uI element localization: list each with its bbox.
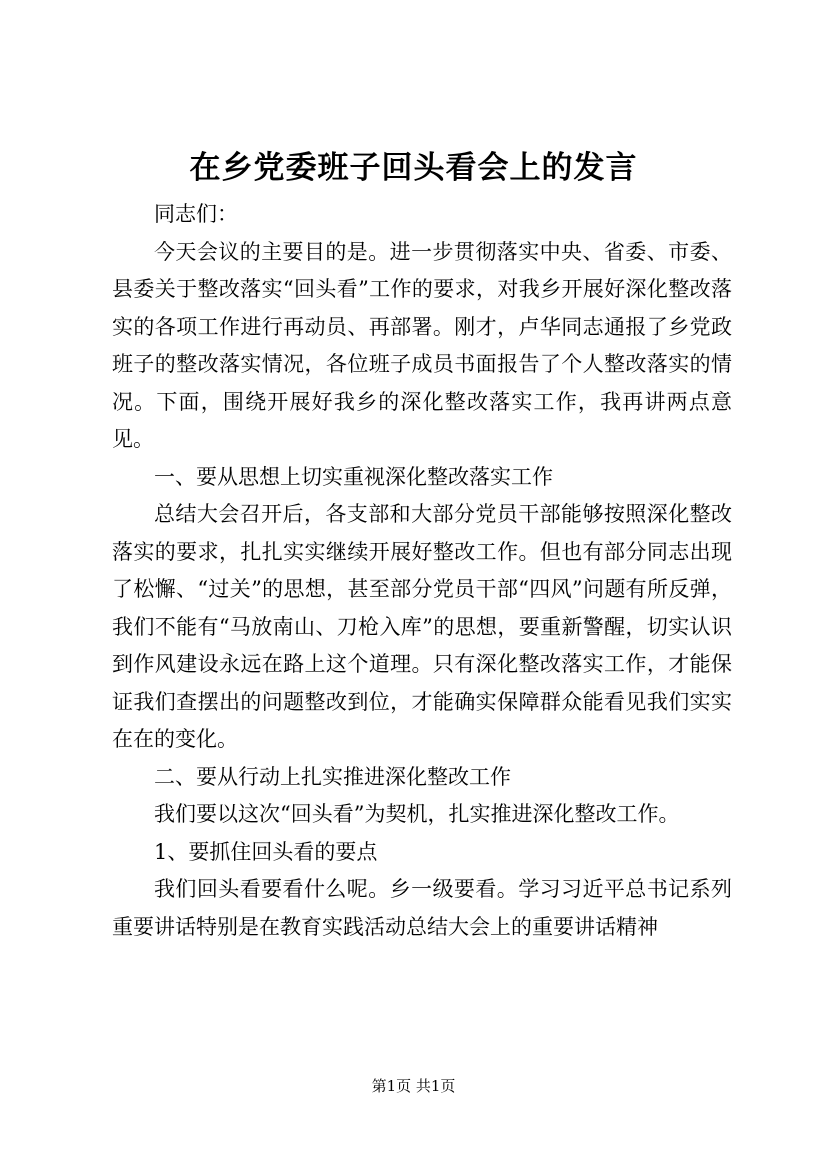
salutation: 同志们： — [154, 202, 238, 226]
body-paragraph-intro: 今天会议的主要目的是。进一步贯彻落实中央、省委、市委、县委关于整改落实“回头看”工作的要求，对我乡开展好深化整改落实的各项工作进行再动员、再部署。刚才，卢华同志通报了乡党政班子的整改落实情况，各位班子成员书面报告了个人整改落实的情况。下面，围绕开展好我乡的深化整改落实工作，我再讲两点意见。 — [112, 239, 732, 451]
body-paragraph-subsection-1: 我们回头看要看什么呢。乡一级要看。学习习近平总书记系列重要讲话特别是在教育实践活动总结大会上的重要讲话精神 — [112, 877, 732, 939]
section-heading-1: 一、要从思想上切实重视深化整改落实工作 — [154, 464, 553, 489]
page-footer: 第1页 共1页 — [371, 1077, 456, 1095]
body-paragraph-section-2: 我们要以这次“回头看”为契机，扎实推进深化整改工作。 — [154, 802, 680, 826]
section-heading-2: 二、要从行动上扎实推进深化整改工作 — [154, 764, 511, 789]
document-title: 在乡党委班子回头看会上的发言 — [189, 150, 638, 186]
body-paragraph-section-1: 总结大会召开后，各支部和大部分党员干部能够按照深化整改落实的要求，扎扎实实继续开展好整改工作。但也有部分同志出现了松懈、“过关”的思想，甚至部分党员干部“四风”问题有所反弹，我们不能有“马放南山、刀枪入库”的思想，要重新警醒，切实认识到作风建设永远在路上这个道理。只有深化整改落实工作，才能保证我们查摆出的问题整改到位，才能确实保障群众能看见我们实实在在的变化。 — [112, 502, 732, 751]
document-body — [112, 196, 732, 946]
subsection-heading-1: 1、要抓住回头看的要点 — [154, 839, 378, 864]
